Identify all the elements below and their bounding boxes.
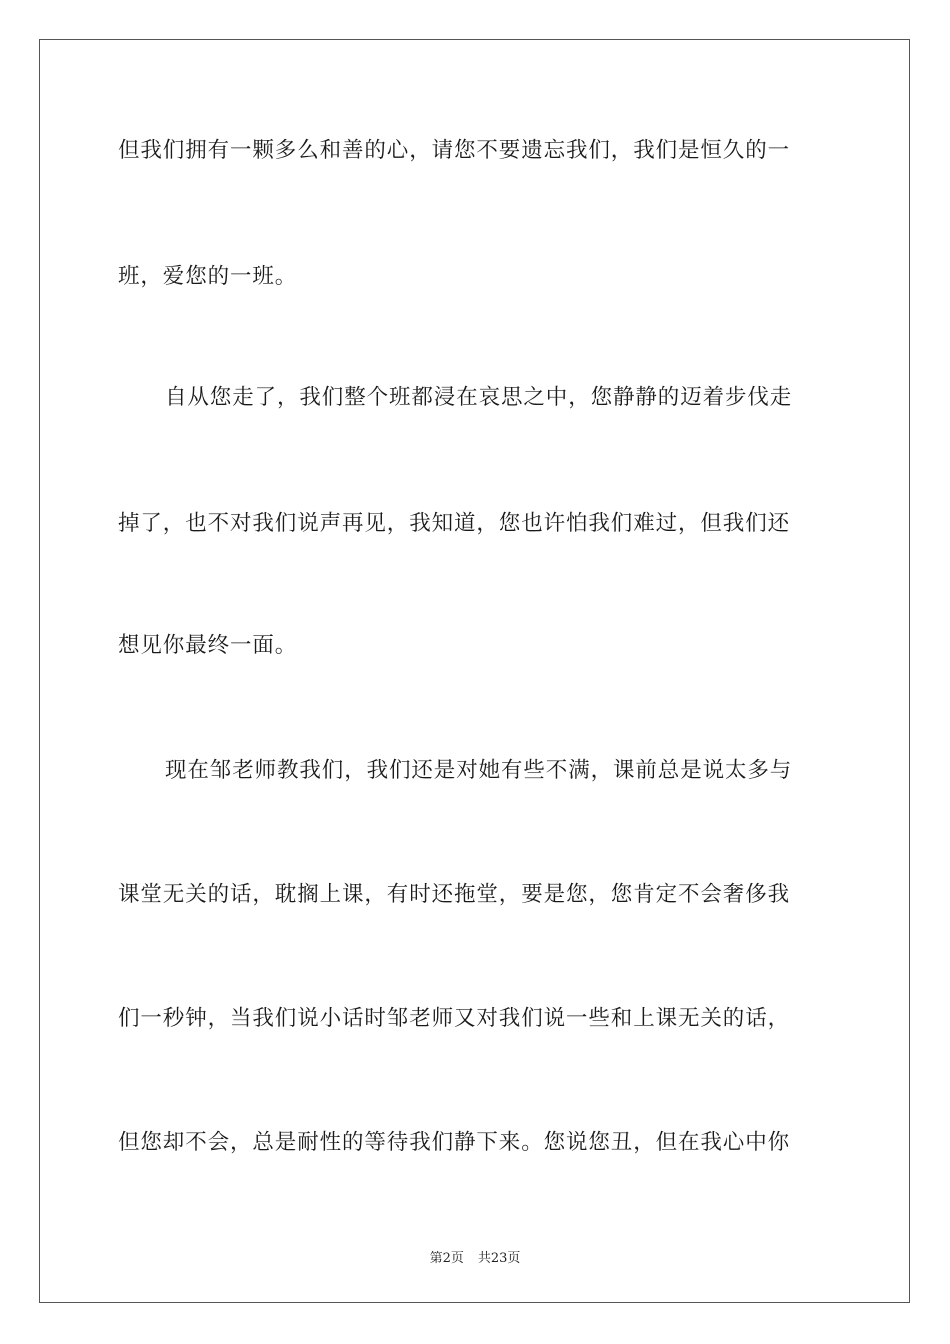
- text-line-1: 但我们拥有一颗多么和善的心，请您不要遗忘我们，我们是恒久的一: [118, 138, 791, 163]
- text-line-9: 但您却不会，总是耐性的等待我们静下来。您说您丑，但在我心中你: [118, 1130, 791, 1155]
- text-line-2: 班，爱您的一班。: [118, 264, 298, 289]
- paragraph-2-line-1: 自从您走了，我们整个班都浸在哀思之中，您静静的迈着步伐走: [165, 385, 793, 410]
- text-line-7: 课堂无关的话，耽搁上课，有时还拖堂，要是您，您肯定不会奢侈我: [118, 882, 791, 907]
- page-footer: [0, 1247, 950, 1266]
- page-total: 共23页: [477, 1251, 521, 1266]
- text-line-8: 们一秒钟，当我们说小话时邹老师又对我们说一些和上课无关的话，: [118, 1006, 791, 1031]
- paragraph-3-line-1: 现在邹老师教我们，我们还是对她有些不满，课前总是说太多与: [165, 758, 793, 783]
- page-border: [39, 39, 910, 1303]
- text-line-4: 掉了，也不对我们说声再见，我知道，您也许怕我们难过，但我们还: [118, 511, 791, 536]
- text-line-5: 想见你最终一面。: [118, 633, 298, 658]
- page-number: 第2页: [429, 1251, 464, 1266]
